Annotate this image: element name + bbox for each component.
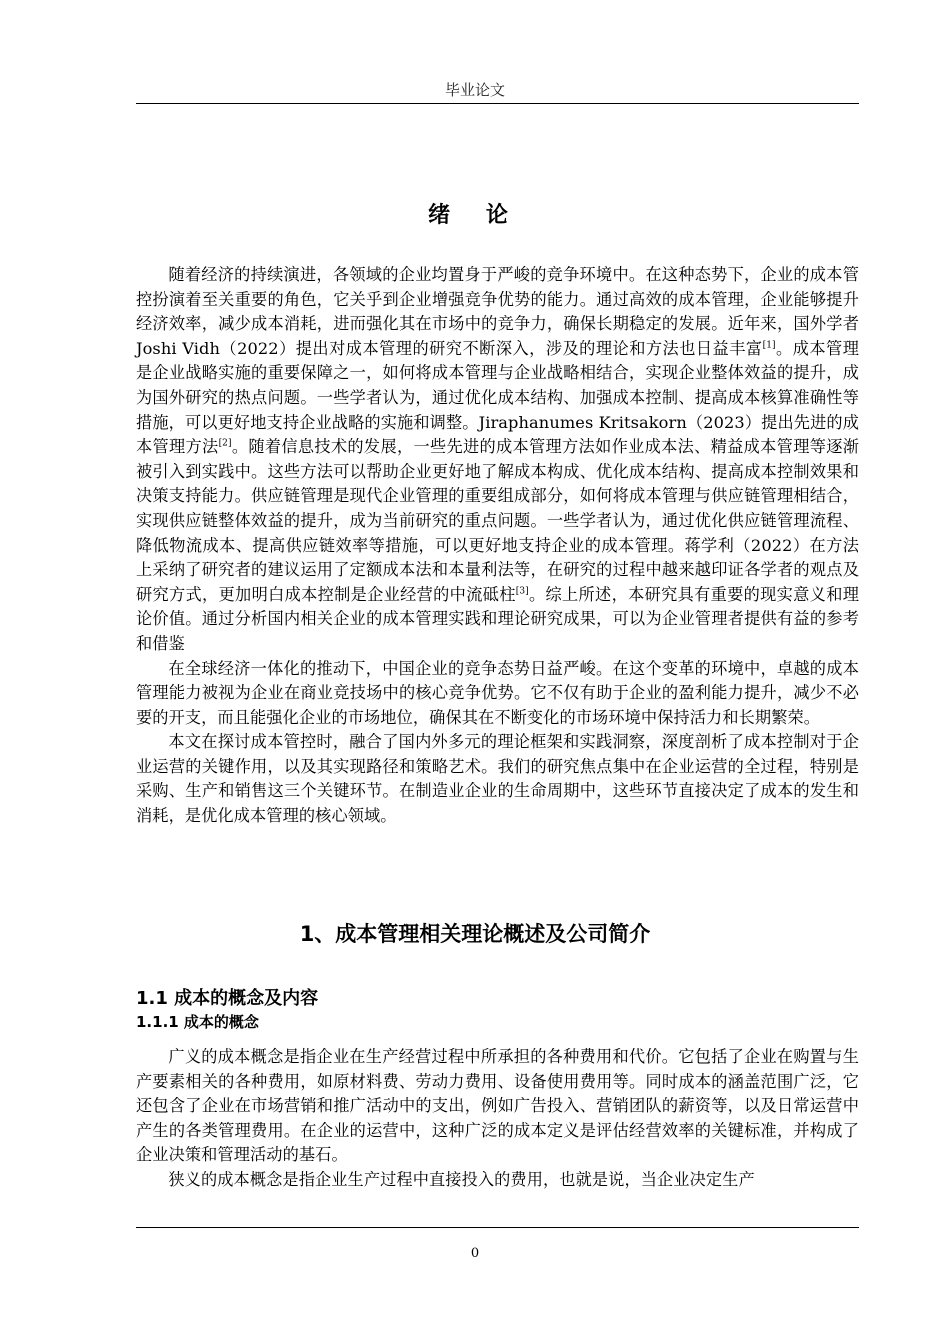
- intro-p1-part-d: 。综上所述，本研究具有重要的现实意义和理论价值。通过分析国内相关企业的成本管理实践和理论研究成果，可以为企业管理者提供有益的参考和借鉴: [136, 584, 859, 653]
- intro-title: 绪 论: [428, 203, 522, 228]
- section-1-1-1-heading: 1.1.1 成本的概念: [136, 1013, 259, 1031]
- running-header: 毕业论文: [444, 81, 505, 99]
- intro-p1-part-c: 。随着信息技术的发展，一些先进的成本管理方法如作业成本法、精益成本管理等逐渐被引入到实践中。这些方法可以帮助企业更好地了解成本构成、优化成本结构、提高成本控制效果和决策支持能力。供应链管理是现代企业管理的重要组成部分，如何将成本管理与供应链管理相结合，实现供应链整体效益的提升，成为当前研究的重点问题。一些学者认为，通过优化供应链管理流程、降低物流成本、提高供应链效率等措施，可以更好地支持企业的成本管理。蒋学利（2022）在方法上采纳了研究者的建议运用了定额成本法和本量利法等，在研究的过程中越来越印证各学者的观点及研究方式，更加明白成本控制是企业经营的中流砥柱: [136, 437, 860, 604]
- page-number: 0: [470, 1246, 480, 1261]
- citation-3: [3]: [515, 586, 529, 597]
- intro-paragraph-2: 在全球经济一体化的推动下，中国企业的竞争态势日益严峻。在这个变革的环境中，卓越的成本管理能力被视为企业在商业竞技场中的核心竞争优势。它不仅有助于企业的盈利能力提升，减少不必要的开支，而且能强化企业的市场地位，确保其在不断变化的市场环境中保持活力和长期繁荣。: [136, 658, 859, 727]
- cost-broad-paragraph: 广义的成本概念是指企业在生产经营过程中所承担的各种费用和代价。它包括了企业在购置与生产要素相关的各种费用，如原材料费、劳动力费用、设备使用费用等。同时成本的涵盖范围广泛，它还包含了企业在市场营销和推广活动中的支出，例如广告投入、营销团队的薪资等，以及日常运营中产生的各类管理费用。在企业的运营中，这种广泛的成本定义是评估经营效率的关键标准，并构成了企业决策和管理活动的基石。: [136, 1047, 859, 1165]
- section-1-1-1-body: [136, 1045, 859, 1193]
- citation-2: [2]: [218, 438, 232, 449]
- intro-p1-part-b: 。成本管理是企业战略实施的重要保障之一，如何将成本管理与企业战略相结合，实现企业整体效益的提升，成为国外研究的热点问题。一些学者认为，通过优化成本结构、加强成本控制、提高成本核算准确性等措施，可以更好地支持企业战略的实施和调整。Jiraphanumes Kritsakorn（2023）提出先进的成本管理方法: [136, 338, 860, 457]
- header-divider: [136, 103, 859, 104]
- intro-body: [136, 263, 859, 829]
- chapter-1-title: 1、成本管理相关理论概述及公司简介: [299, 922, 651, 946]
- section-1-1-heading: 1.1 成本的概念及内容: [136, 988, 319, 1009]
- intro-paragraph-1: [136, 263, 859, 657]
- citation-1: [1]: [762, 340, 776, 351]
- intro-p1-part-a: 随着经济的持续演进，各领域的企业均置身于严峻的竞争环境中。在这种态势下，企业的成本管控扮演着至关重要的角色，它关乎到企业增强竞争优势的能力。通过高效的成本管理，企业能够提升经济效率，减少成本消耗，进而强化其在市场中的竞争力，确保长期稳定的发展。近年来，国外学者 Joshi Vidh（2022）提出对成本管理的研究不断深入，涉及的理论和方法也日益丰富: [136, 265, 859, 358]
- footer-divider: [136, 1227, 859, 1228]
- cost-narrow-paragraph: 狭义的成本概念是指企业生产过程中直接投入的费用，也就是说，当企业决定生产: [168, 1169, 755, 1189]
- intro-paragraph-3: 本文在探讨成本管控时，融合了国内外多元的理论框架和实践洞察，深度剖析了成本控制对于企业运营的关键作用，以及其实现路径和策略艺术。我们的研究焦点集中在企业运营的全过程，特别是采购、生产和销售这三个关键环节。在制造业企业的生命周期中，这些环节直接决定了成本的发生和消耗，是优化成本管理的核心领域。: [136, 732, 859, 826]
